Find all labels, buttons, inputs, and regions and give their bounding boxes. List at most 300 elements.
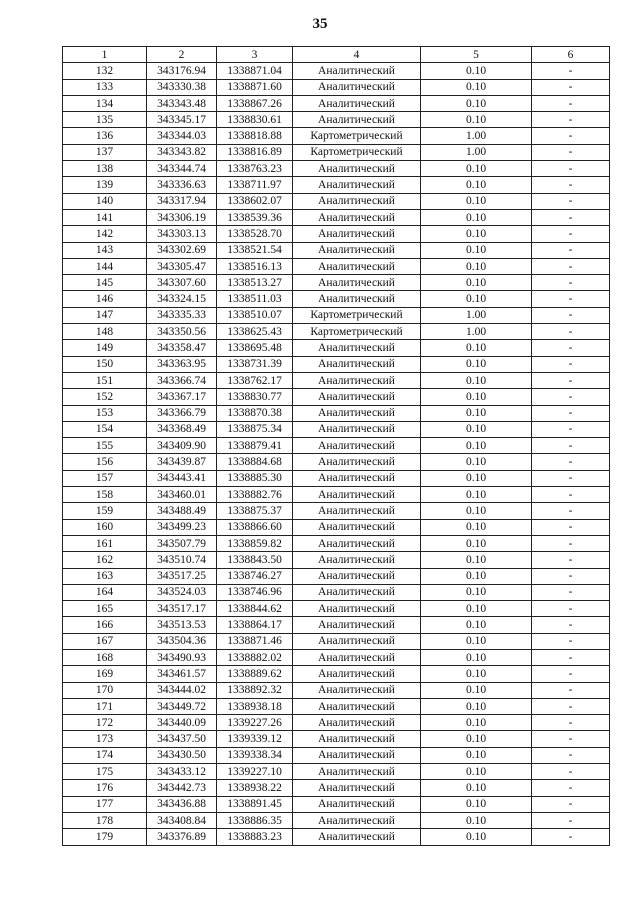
x-coordinate-cell: 343324.15	[147, 291, 217, 307]
point-number-cell: 138	[63, 161, 147, 177]
point-number-cell: 167	[63, 633, 147, 649]
accuracy-cell: 0.10	[421, 535, 532, 551]
method-cell: Аналитический	[293, 649, 421, 665]
x-coordinate-cell: 343433.12	[147, 764, 217, 780]
table-row	[63, 307, 610, 323]
note-cell: -	[532, 649, 610, 665]
y-coordinate-cell: 1338539.36	[217, 209, 293, 225]
point-number-cell: 168	[63, 649, 147, 665]
table-row	[63, 112, 610, 128]
note-cell: -	[532, 79, 610, 95]
point-number-cell: 162	[63, 552, 147, 568]
table-row	[63, 780, 610, 796]
column-header: 3	[217, 47, 293, 63]
method-cell: Аналитический	[293, 112, 421, 128]
table-row	[63, 747, 610, 763]
point-number-cell: 172	[63, 715, 147, 731]
method-cell: Аналитический	[293, 568, 421, 584]
table-row	[63, 356, 610, 372]
method-cell: Аналитический	[293, 405, 421, 421]
y-coordinate-cell: 1338882.76	[217, 487, 293, 503]
method-cell: Аналитический	[293, 584, 421, 600]
point-number-cell: 176	[63, 780, 147, 796]
accuracy-cell: 0.10	[421, 291, 532, 307]
table-row	[63, 372, 610, 388]
point-number-cell: 150	[63, 356, 147, 372]
note-cell: -	[532, 63, 610, 79]
accuracy-cell: 0.10	[421, 796, 532, 812]
table-row	[63, 584, 610, 600]
point-number-cell: 159	[63, 503, 147, 519]
point-number-cell: 137	[63, 144, 147, 160]
method-cell: Аналитический	[293, 812, 421, 828]
y-coordinate-cell: 1338885.30	[217, 470, 293, 486]
x-coordinate-cell: 343499.23	[147, 519, 217, 535]
table-row	[63, 617, 610, 633]
y-coordinate-cell: 1338875.34	[217, 421, 293, 437]
y-coordinate-cell: 1338938.22	[217, 780, 293, 796]
x-coordinate-cell: 343442.73	[147, 780, 217, 796]
method-cell: Аналитический	[293, 177, 421, 193]
table-row	[63, 487, 610, 503]
accuracy-cell: 0.10	[421, 421, 532, 437]
x-coordinate-cell: 343305.47	[147, 258, 217, 274]
method-cell: Аналитический	[293, 193, 421, 209]
accuracy-cell: 0.10	[421, 63, 532, 79]
note-cell: -	[532, 177, 610, 193]
table-row	[63, 405, 610, 421]
table-row	[63, 275, 610, 291]
table-row	[63, 535, 610, 551]
y-coordinate-cell: 1338844.62	[217, 601, 293, 617]
accuracy-cell: 0.10	[421, 487, 532, 503]
note-cell: -	[532, 307, 610, 323]
y-coordinate-cell: 1339339.12	[217, 731, 293, 747]
accuracy-cell: 0.10	[421, 731, 532, 747]
table-row	[63, 666, 610, 682]
method-cell: Аналитический	[293, 242, 421, 258]
y-coordinate-cell: 1339338.34	[217, 747, 293, 763]
point-number-cell: 145	[63, 275, 147, 291]
method-cell: Аналитический	[293, 291, 421, 307]
method-cell: Аналитический	[293, 454, 421, 470]
table-row	[63, 552, 610, 568]
table-row	[63, 128, 610, 144]
accuracy-cell: 0.10	[421, 356, 532, 372]
point-number-cell: 143	[63, 242, 147, 258]
y-coordinate-cell: 1338886.35	[217, 812, 293, 828]
accuracy-cell: 0.10	[421, 470, 532, 486]
table-row	[63, 682, 610, 698]
x-coordinate-cell: 343343.82	[147, 144, 217, 160]
method-cell: Аналитический	[293, 258, 421, 274]
accuracy-cell: 0.10	[421, 552, 532, 568]
y-coordinate-cell: 1338875.37	[217, 503, 293, 519]
point-number-cell: 175	[63, 764, 147, 780]
point-number-cell: 140	[63, 193, 147, 209]
note-cell: -	[532, 470, 610, 486]
method-cell: Аналитический	[293, 340, 421, 356]
point-number-cell: 149	[63, 340, 147, 356]
method-cell: Аналитический	[293, 731, 421, 747]
method-cell: Аналитический	[293, 601, 421, 617]
note-cell: -	[532, 389, 610, 405]
method-cell: Аналитический	[293, 519, 421, 535]
x-coordinate-cell: 343358.47	[147, 340, 217, 356]
point-number-cell: 166	[63, 617, 147, 633]
point-number-cell: 133	[63, 79, 147, 95]
note-cell: -	[532, 356, 610, 372]
x-coordinate-cell: 343307.60	[147, 275, 217, 291]
accuracy-cell: 0.10	[421, 112, 532, 128]
accuracy-cell: 0.10	[421, 568, 532, 584]
x-coordinate-cell: 343176.94	[147, 63, 217, 79]
x-coordinate-cell: 343345.17	[147, 112, 217, 128]
table-row	[63, 389, 610, 405]
table-row	[63, 291, 610, 307]
note-cell: -	[532, 552, 610, 568]
accuracy-cell: 0.10	[421, 454, 532, 470]
table-row	[63, 633, 610, 649]
note-cell: -	[532, 226, 610, 242]
y-coordinate-cell: 1338516.13	[217, 258, 293, 274]
accuracy-cell: 0.10	[421, 829, 532, 845]
point-number-cell: 141	[63, 209, 147, 225]
table-row	[63, 226, 610, 242]
method-cell: Картометрический	[293, 128, 421, 144]
point-number-cell: 139	[63, 177, 147, 193]
method-cell: Аналитический	[293, 698, 421, 714]
point-number-cell: 158	[63, 487, 147, 503]
table-row	[63, 63, 610, 79]
point-number-cell: 178	[63, 812, 147, 828]
y-coordinate-cell: 1338830.61	[217, 112, 293, 128]
y-coordinate-cell: 1338859.82	[217, 535, 293, 551]
table-row	[63, 324, 610, 340]
x-coordinate-cell: 343439.87	[147, 454, 217, 470]
x-coordinate-cell: 343350.56	[147, 324, 217, 340]
x-coordinate-cell: 343344.03	[147, 128, 217, 144]
point-number-cell: 147	[63, 307, 147, 323]
note-cell: -	[532, 698, 610, 714]
note-cell: -	[532, 633, 610, 649]
y-coordinate-cell: 1338892.32	[217, 682, 293, 698]
note-cell: -	[532, 666, 610, 682]
note-cell: -	[532, 519, 610, 535]
column-header: 5	[421, 47, 532, 63]
method-cell: Аналитический	[293, 829, 421, 845]
method-cell: Аналитический	[293, 503, 421, 519]
note-cell: -	[532, 421, 610, 437]
accuracy-cell: 0.10	[421, 275, 532, 291]
accuracy-cell: 0.10	[421, 79, 532, 95]
note-cell: -	[532, 242, 610, 258]
y-coordinate-cell: 1338871.60	[217, 79, 293, 95]
method-cell: Аналитический	[293, 161, 421, 177]
x-coordinate-cell: 343444.02	[147, 682, 217, 698]
y-coordinate-cell: 1338510.07	[217, 307, 293, 323]
x-coordinate-cell: 343317.94	[147, 193, 217, 209]
x-coordinate-cell: 343517.25	[147, 568, 217, 584]
x-coordinate-cell: 343336.63	[147, 177, 217, 193]
y-coordinate-cell: 1338938.18	[217, 698, 293, 714]
method-cell: Картометрический	[293, 307, 421, 323]
method-cell: Аналитический	[293, 796, 421, 812]
table-header-row	[63, 47, 610, 63]
accuracy-cell: 1.00	[421, 144, 532, 160]
x-coordinate-cell: 343302.69	[147, 242, 217, 258]
point-number-cell: 151	[63, 372, 147, 388]
accuracy-cell: 0.10	[421, 372, 532, 388]
table-row	[63, 715, 610, 731]
accuracy-cell: 0.10	[421, 405, 532, 421]
method-cell: Картометрический	[293, 324, 421, 340]
column-header: 4	[293, 47, 421, 63]
y-coordinate-cell: 1338625.43	[217, 324, 293, 340]
table-row	[63, 193, 610, 209]
method-cell: Аналитический	[293, 356, 421, 372]
note-cell: -	[532, 454, 610, 470]
table-row	[63, 79, 610, 95]
accuracy-cell: 0.10	[421, 177, 532, 193]
accuracy-cell: 0.10	[421, 193, 532, 209]
x-coordinate-cell: 343488.49	[147, 503, 217, 519]
y-coordinate-cell: 1339227.26	[217, 715, 293, 731]
accuracy-cell: 0.10	[421, 584, 532, 600]
note-cell: -	[532, 731, 610, 747]
y-coordinate-cell: 1338816.89	[217, 144, 293, 160]
table-row	[63, 568, 610, 584]
y-coordinate-cell: 1338711.97	[217, 177, 293, 193]
accuracy-cell: 0.10	[421, 503, 532, 519]
y-coordinate-cell: 1338746.96	[217, 584, 293, 600]
x-coordinate-cell: 343449.72	[147, 698, 217, 714]
note-cell: -	[532, 258, 610, 274]
x-coordinate-cell: 343367.17	[147, 389, 217, 405]
method-cell: Аналитический	[293, 226, 421, 242]
point-number-cell: 164	[63, 584, 147, 600]
point-number-cell: 156	[63, 454, 147, 470]
y-coordinate-cell: 1338818.88	[217, 128, 293, 144]
table-row	[63, 454, 610, 470]
table-row	[63, 144, 610, 160]
method-cell: Аналитический	[293, 682, 421, 698]
y-coordinate-cell: 1338879.41	[217, 438, 293, 454]
x-coordinate-cell: 343517.17	[147, 601, 217, 617]
x-coordinate-cell: 343408.84	[147, 812, 217, 828]
accuracy-cell: 0.10	[421, 715, 532, 731]
x-coordinate-cell: 343366.79	[147, 405, 217, 421]
table-row	[63, 503, 610, 519]
note-cell: -	[532, 405, 610, 421]
point-number-cell: 160	[63, 519, 147, 535]
x-coordinate-cell: 343513.53	[147, 617, 217, 633]
table-row	[63, 258, 610, 274]
accuracy-cell: 0.10	[421, 258, 532, 274]
accuracy-cell: 0.10	[421, 617, 532, 633]
note-cell: -	[532, 95, 610, 111]
point-number-cell: 146	[63, 291, 147, 307]
note-cell: -	[532, 161, 610, 177]
point-number-cell: 135	[63, 112, 147, 128]
accuracy-cell: 0.10	[421, 698, 532, 714]
note-cell: -	[532, 275, 610, 291]
method-cell: Аналитический	[293, 275, 421, 291]
method-cell: Аналитический	[293, 764, 421, 780]
x-coordinate-cell: 343306.19	[147, 209, 217, 225]
x-coordinate-cell: 343490.93	[147, 649, 217, 665]
note-cell: -	[532, 780, 610, 796]
table-row	[63, 438, 610, 454]
accuracy-cell: 0.10	[421, 601, 532, 617]
accuracy-cell: 0.10	[421, 95, 532, 111]
x-coordinate-cell: 343343.48	[147, 95, 217, 111]
x-coordinate-cell: 343409.90	[147, 438, 217, 454]
accuracy-cell: 0.10	[421, 649, 532, 665]
x-coordinate-cell: 343510.74	[147, 552, 217, 568]
y-coordinate-cell: 1338521.54	[217, 242, 293, 258]
coordinates-table	[62, 46, 610, 846]
x-coordinate-cell: 343460.01	[147, 487, 217, 503]
table-body	[63, 63, 610, 845]
y-coordinate-cell: 1338843.50	[217, 552, 293, 568]
method-cell: Аналитический	[293, 487, 421, 503]
accuracy-cell: 1.00	[421, 128, 532, 144]
method-cell: Аналитический	[293, 715, 421, 731]
x-coordinate-cell: 343437.50	[147, 731, 217, 747]
x-coordinate-cell: 343524.03	[147, 584, 217, 600]
x-coordinate-cell: 343436.88	[147, 796, 217, 812]
table-row	[63, 470, 610, 486]
note-cell: -	[532, 715, 610, 731]
y-coordinate-cell: 1338889.62	[217, 666, 293, 682]
y-coordinate-cell: 1338763.23	[217, 161, 293, 177]
table-row	[63, 519, 610, 535]
y-coordinate-cell: 1338513.27	[217, 275, 293, 291]
table-row	[63, 242, 610, 258]
y-coordinate-cell: 1338884.68	[217, 454, 293, 470]
accuracy-cell: 0.10	[421, 747, 532, 763]
note-cell: -	[532, 291, 610, 307]
note-cell: -	[532, 601, 610, 617]
point-number-cell: 179	[63, 829, 147, 845]
accuracy-cell: 0.10	[421, 340, 532, 356]
note-cell: -	[532, 112, 610, 128]
method-cell: Аналитический	[293, 633, 421, 649]
table-row	[63, 340, 610, 356]
page-number: 35	[312, 16, 328, 32]
point-number-cell: 152	[63, 389, 147, 405]
accuracy-cell: 0.10	[421, 682, 532, 698]
method-cell: Аналитический	[293, 79, 421, 95]
note-cell: -	[532, 796, 610, 812]
point-number-cell: 174	[63, 747, 147, 763]
y-coordinate-cell: 1338867.26	[217, 95, 293, 111]
x-coordinate-cell: 343430.50	[147, 747, 217, 763]
accuracy-cell: 0.10	[421, 780, 532, 796]
point-number-cell: 163	[63, 568, 147, 584]
note-cell: -	[532, 487, 610, 503]
note-cell: -	[532, 324, 610, 340]
table-row	[63, 161, 610, 177]
y-coordinate-cell: 1338528.70	[217, 226, 293, 242]
point-number-cell: 157	[63, 470, 147, 486]
accuracy-cell: 0.10	[421, 209, 532, 225]
y-coordinate-cell: 1338866.60	[217, 519, 293, 535]
y-coordinate-cell: 1338871.04	[217, 63, 293, 79]
point-number-cell: 136	[63, 128, 147, 144]
x-coordinate-cell: 343366.74	[147, 372, 217, 388]
y-coordinate-cell: 1339227.10	[217, 764, 293, 780]
method-cell: Аналитический	[293, 209, 421, 225]
method-cell: Аналитический	[293, 747, 421, 763]
accuracy-cell: 0.10	[421, 389, 532, 405]
note-cell: -	[532, 764, 610, 780]
note-cell: -	[532, 829, 610, 845]
table-row	[63, 796, 610, 812]
x-coordinate-cell: 343376.89	[147, 829, 217, 845]
table-row	[63, 209, 610, 225]
x-coordinate-cell: 343507.79	[147, 535, 217, 551]
x-coordinate-cell: 343363.95	[147, 356, 217, 372]
accuracy-cell: 0.10	[421, 519, 532, 535]
x-coordinate-cell: 343344.74	[147, 161, 217, 177]
point-number-cell: 148	[63, 324, 147, 340]
note-cell: -	[532, 209, 610, 225]
column-header: 2	[147, 47, 217, 63]
method-cell: Аналитический	[293, 552, 421, 568]
accuracy-cell: 1.00	[421, 324, 532, 340]
table-row	[63, 601, 610, 617]
note-cell: -	[532, 503, 610, 519]
y-coordinate-cell: 1338731.39	[217, 356, 293, 372]
y-coordinate-cell: 1338891.45	[217, 796, 293, 812]
method-cell: Аналитический	[293, 63, 421, 79]
accuracy-cell: 0.10	[421, 161, 532, 177]
table-row	[63, 649, 610, 665]
x-coordinate-cell: 343504.36	[147, 633, 217, 649]
point-number-cell: 170	[63, 682, 147, 698]
point-number-cell: 173	[63, 731, 147, 747]
accuracy-cell: 0.10	[421, 812, 532, 828]
y-coordinate-cell: 1338762.17	[217, 372, 293, 388]
column-header: 6	[532, 47, 610, 63]
point-number-cell: 153	[63, 405, 147, 421]
y-coordinate-cell: 1338864.17	[217, 617, 293, 633]
table-row	[63, 764, 610, 780]
y-coordinate-cell: 1338870.38	[217, 405, 293, 421]
accuracy-cell: 0.10	[421, 764, 532, 780]
table-row	[63, 812, 610, 828]
method-cell: Аналитический	[293, 780, 421, 796]
method-cell: Аналитический	[293, 438, 421, 454]
x-coordinate-cell: 343461.57	[147, 666, 217, 682]
point-number-cell: 144	[63, 258, 147, 274]
y-coordinate-cell: 1338746.27	[217, 568, 293, 584]
table-row	[63, 177, 610, 193]
note-cell: -	[532, 535, 610, 551]
y-coordinate-cell: 1338511.03	[217, 291, 293, 307]
column-header: 1	[63, 47, 147, 63]
x-coordinate-cell: 343303.13	[147, 226, 217, 242]
y-coordinate-cell: 1338695.48	[217, 340, 293, 356]
y-coordinate-cell: 1338871.46	[217, 633, 293, 649]
x-coordinate-cell: 343443.41	[147, 470, 217, 486]
x-coordinate-cell: 343440.09	[147, 715, 217, 731]
note-cell: -	[532, 438, 610, 454]
point-number-cell: 132	[63, 63, 147, 79]
note-cell: -	[532, 617, 610, 633]
